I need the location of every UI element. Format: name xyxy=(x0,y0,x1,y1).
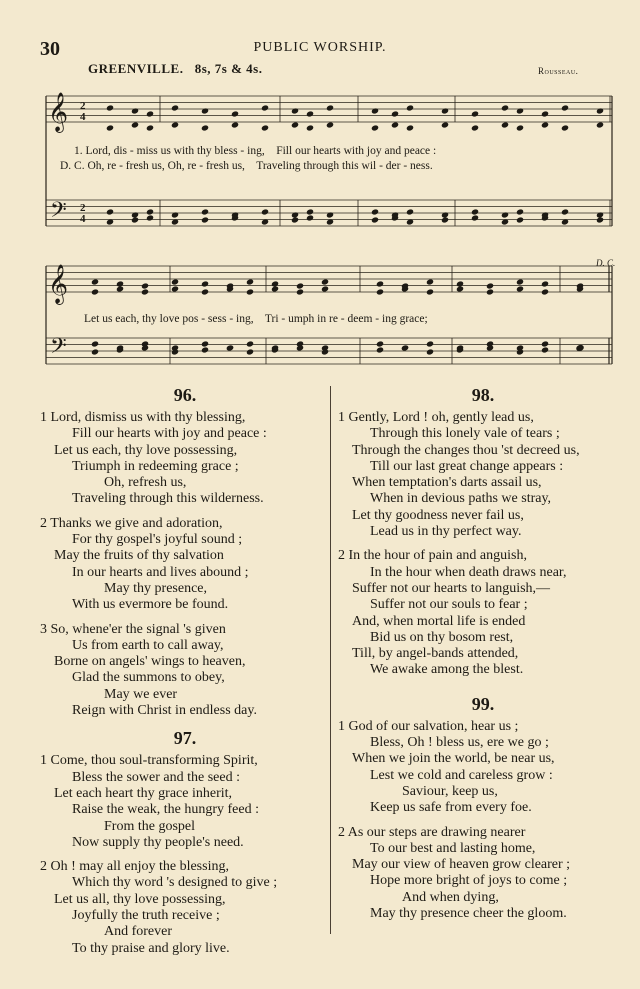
note xyxy=(561,208,569,215)
verse-line: Now supply thy people's need. xyxy=(72,834,244,850)
verse-line: Let each heart thy grace inherit, xyxy=(54,785,233,801)
note xyxy=(541,288,549,295)
verse-line: May we ever xyxy=(104,686,178,702)
note xyxy=(516,208,524,215)
bass-clef-icon: 𝄢 xyxy=(50,334,67,364)
hymn-number: 98. xyxy=(471,385,495,405)
left-column xyxy=(40,384,330,965)
hymn xyxy=(338,384,628,679)
hymn-number: 99. xyxy=(471,693,495,714)
verse-line: 1 Lord, dismiss us with thy blessing, xyxy=(40,410,246,425)
verse-line: Reign with Christ in endless day. xyxy=(72,703,257,719)
note xyxy=(306,208,314,215)
tune-meter: 8s, 7s & 4s. xyxy=(194,61,263,76)
verse-line: Keep us safe from every foe. xyxy=(370,800,532,816)
page-number: 30 xyxy=(40,38,60,60)
note xyxy=(516,124,524,131)
verse-line: Bid us on thy bosom rest, xyxy=(370,629,514,645)
verse-line: 2 Thanks we give and adoration, xyxy=(40,515,223,531)
note xyxy=(141,288,149,295)
note xyxy=(296,282,304,289)
verse-line: 1 God of our salvation, hear us ; xyxy=(338,718,519,734)
note xyxy=(116,285,124,292)
stanza xyxy=(338,410,628,540)
stanza xyxy=(338,825,628,923)
verse-line: Us from earth to call away, xyxy=(72,637,224,653)
verse-line: May thy presence, xyxy=(104,580,208,596)
note xyxy=(541,340,549,347)
verse-line: 2 Oh ! may all enjoy the blessing, xyxy=(40,859,229,875)
note xyxy=(596,121,604,128)
note xyxy=(321,285,329,292)
time-sig-bottom-1: 4 xyxy=(80,111,86,123)
note xyxy=(91,288,99,295)
note xyxy=(201,280,209,287)
time-sig-top-2: 2 xyxy=(80,202,86,214)
note xyxy=(371,216,379,223)
stanza xyxy=(40,410,330,508)
verse-line: Through the changes thou 'st decreed us, xyxy=(352,442,580,458)
note xyxy=(146,208,154,215)
music-lyric-line-1: 1. Lord, dis - miss us with thy bless - ing, Fill our hearts with joy and peace : xyxy=(74,145,437,157)
note xyxy=(516,285,524,292)
note xyxy=(246,340,254,347)
verse-line: Lest we cold and careless grow : xyxy=(370,767,553,783)
note xyxy=(171,121,179,128)
verse-line: 1 Gently, Lord ! oh, gently lead us, xyxy=(338,410,534,425)
note xyxy=(201,208,209,215)
note xyxy=(541,346,549,353)
note xyxy=(406,124,414,131)
note xyxy=(441,121,449,128)
note xyxy=(261,124,269,131)
tune-name: GREENVILLE. xyxy=(88,61,184,76)
note xyxy=(516,216,524,223)
note xyxy=(596,216,604,223)
note xyxy=(371,124,379,131)
note xyxy=(141,282,149,289)
verse-line: May our view of heaven grow clearer ; xyxy=(352,857,571,873)
verse-line: Till, by angel-bands attended, xyxy=(352,646,519,662)
note xyxy=(106,124,114,131)
note xyxy=(226,344,234,351)
note xyxy=(486,282,494,289)
note xyxy=(131,121,139,128)
verse-line: Let us all, thy love possessing, xyxy=(54,891,226,907)
note xyxy=(501,211,509,218)
column-divider xyxy=(330,386,331,934)
hymn-number: 96. xyxy=(173,385,197,405)
note xyxy=(426,288,434,295)
note xyxy=(441,107,449,114)
note xyxy=(541,110,549,117)
note xyxy=(131,216,139,223)
note xyxy=(201,340,209,347)
note xyxy=(596,107,604,114)
note xyxy=(321,278,329,285)
right-column xyxy=(338,384,628,930)
note xyxy=(376,346,384,353)
note xyxy=(201,346,209,353)
note xyxy=(231,121,239,128)
verse-line: 1 Come, thou soul-transforming Spirit, xyxy=(40,753,258,769)
hymn xyxy=(40,384,330,719)
time-sig-bottom-2: 4 xyxy=(80,213,86,225)
note xyxy=(106,104,114,111)
verse-line: Hope more bright of joys to come ; xyxy=(370,873,568,889)
verse-line: Let us each, thy love possessing, xyxy=(54,442,238,458)
note xyxy=(391,121,399,128)
verse-line: Suffer not our hearts to languish,— xyxy=(352,580,551,596)
note xyxy=(201,216,209,223)
note xyxy=(306,110,314,117)
note xyxy=(501,121,509,128)
verse-line: Fill our hearts with joy and peace : xyxy=(72,426,267,442)
note xyxy=(246,278,254,285)
treble-clef-icon: 𝄞 xyxy=(48,264,69,304)
verse-line: Bless, Oh ! bless us, ere we go ; xyxy=(370,735,549,751)
verse-line: 2 In the hour of pain and anguish, xyxy=(338,548,527,564)
verse-line: And, when mortal life is ended xyxy=(352,613,526,629)
verse-line: Oh, refresh us, xyxy=(104,475,187,491)
note xyxy=(471,214,479,221)
note xyxy=(91,340,99,347)
time-sig-top-1: 2 xyxy=(80,100,86,112)
verse-line: And when dying, xyxy=(402,889,499,905)
verse-line: To our best and lasting home, xyxy=(370,840,536,856)
note xyxy=(426,340,434,347)
verse-line: Glad the summons to obey, xyxy=(72,670,225,686)
note xyxy=(371,107,379,114)
note xyxy=(306,124,314,131)
note xyxy=(91,278,99,285)
note xyxy=(261,208,269,215)
verse-line: May the fruits of thy salvation xyxy=(54,548,224,564)
note xyxy=(376,288,384,295)
verse-line: 2 As our steps are drawing nearer xyxy=(338,824,526,840)
note xyxy=(146,124,154,131)
verse-line: 3 So, whene'er the signal 's given xyxy=(40,621,226,637)
note xyxy=(471,208,479,215)
note xyxy=(171,285,179,292)
note xyxy=(306,214,314,221)
verse-line: Triumph in redeeming grace ; xyxy=(72,458,239,474)
verse-line: In our hearts and lives abound ; xyxy=(72,564,249,580)
note xyxy=(376,280,384,287)
note xyxy=(441,216,449,223)
note xyxy=(261,104,269,111)
verse-line: When in devious paths we stray, xyxy=(370,491,552,507)
note xyxy=(201,288,209,295)
verse-line: Through this lonely vale of tears ; xyxy=(370,426,560,442)
note xyxy=(91,348,99,355)
hymn xyxy=(338,693,628,923)
note xyxy=(171,278,179,285)
note xyxy=(326,104,334,111)
note xyxy=(406,208,414,215)
verse-line: Till our last great change appears : xyxy=(370,458,564,474)
note xyxy=(171,211,179,218)
music-lyric-line-2: D. C. Oh, re - fresh us, Oh, re - fresh us, Traveling through this wil - der - ness. xyxy=(60,160,433,172)
note xyxy=(426,348,434,355)
note xyxy=(171,104,179,111)
music-lyric-line-3: Let us each, thy love pos - sess - ing, Tri - umph in re - deem - ing grace; xyxy=(84,313,428,325)
stanza xyxy=(40,859,330,957)
note xyxy=(296,288,304,295)
verse-line: In the hour when death draws near, xyxy=(370,564,567,580)
verse-line: Joyfully the truth receive ; xyxy=(72,908,220,924)
note xyxy=(471,110,479,117)
note xyxy=(131,107,139,114)
note xyxy=(146,110,154,117)
note xyxy=(516,107,524,114)
note xyxy=(291,121,299,128)
note xyxy=(541,121,549,128)
stanza xyxy=(40,516,330,614)
note xyxy=(231,110,239,117)
note xyxy=(456,285,464,292)
verse-line: Which thy word 's designed to give ; xyxy=(72,875,278,891)
verse-line: Borne on angels' wings to heaven, xyxy=(54,654,246,670)
note xyxy=(246,288,254,295)
note xyxy=(391,110,399,117)
note xyxy=(516,278,524,285)
note xyxy=(486,288,494,295)
note xyxy=(246,348,254,355)
verse-line: Traveling through this wilderness. xyxy=(72,491,264,507)
verse-line: With us evermore be found. xyxy=(72,597,229,613)
verse-line: And forever xyxy=(104,924,173,940)
note xyxy=(471,124,479,131)
verse-line: Raise the weak, the hungry feed : xyxy=(72,802,259,818)
note xyxy=(106,208,114,215)
stanza xyxy=(40,753,330,851)
note xyxy=(146,214,154,221)
running-head: PUBLIC WORSHIP. xyxy=(253,40,387,55)
bass-clef-icon: 𝄢 xyxy=(50,198,67,228)
note xyxy=(501,104,509,111)
verse-line: Suffer not our souls to fear ; xyxy=(370,597,528,613)
note xyxy=(326,211,334,218)
note xyxy=(541,280,549,287)
verse-line: From the gospel xyxy=(104,818,195,834)
note xyxy=(201,124,209,131)
note xyxy=(201,107,209,114)
note xyxy=(561,124,569,131)
dc-mark: D. C. xyxy=(596,258,616,268)
hymn xyxy=(40,727,330,957)
verse-line: We awake among the blest. xyxy=(370,662,524,678)
verse-line: To thy praise and glory live. xyxy=(72,940,230,956)
note xyxy=(401,344,409,351)
verse-line: Saviour, keep us, xyxy=(402,783,498,799)
note xyxy=(326,121,334,128)
hymn-number: 97. xyxy=(173,728,197,749)
note xyxy=(291,216,299,223)
verse-line: Lead us in thy perfect way. xyxy=(370,524,522,540)
composer: Rousseau. xyxy=(538,66,579,76)
verse-line: When we join the world, be near us, xyxy=(352,751,555,767)
treble-clef-icon: 𝄞 xyxy=(48,92,69,132)
note xyxy=(561,104,569,111)
note xyxy=(291,107,299,114)
stanza xyxy=(40,622,330,720)
verse-line: For thy gospel's joyful sound ; xyxy=(72,532,243,548)
note xyxy=(271,285,279,292)
stanza xyxy=(338,719,628,817)
note xyxy=(376,340,384,347)
stanza xyxy=(338,548,628,678)
verse-line: Bless the sower and the seed : xyxy=(72,769,240,785)
note xyxy=(371,208,379,215)
note xyxy=(406,104,414,111)
verse-line: When temptation's darts assail us, xyxy=(352,475,542,491)
verse-line: Let thy goodness never fail us, xyxy=(352,507,524,523)
note xyxy=(426,278,434,285)
verse-line: May thy presence cheer the gloom. xyxy=(370,906,567,922)
